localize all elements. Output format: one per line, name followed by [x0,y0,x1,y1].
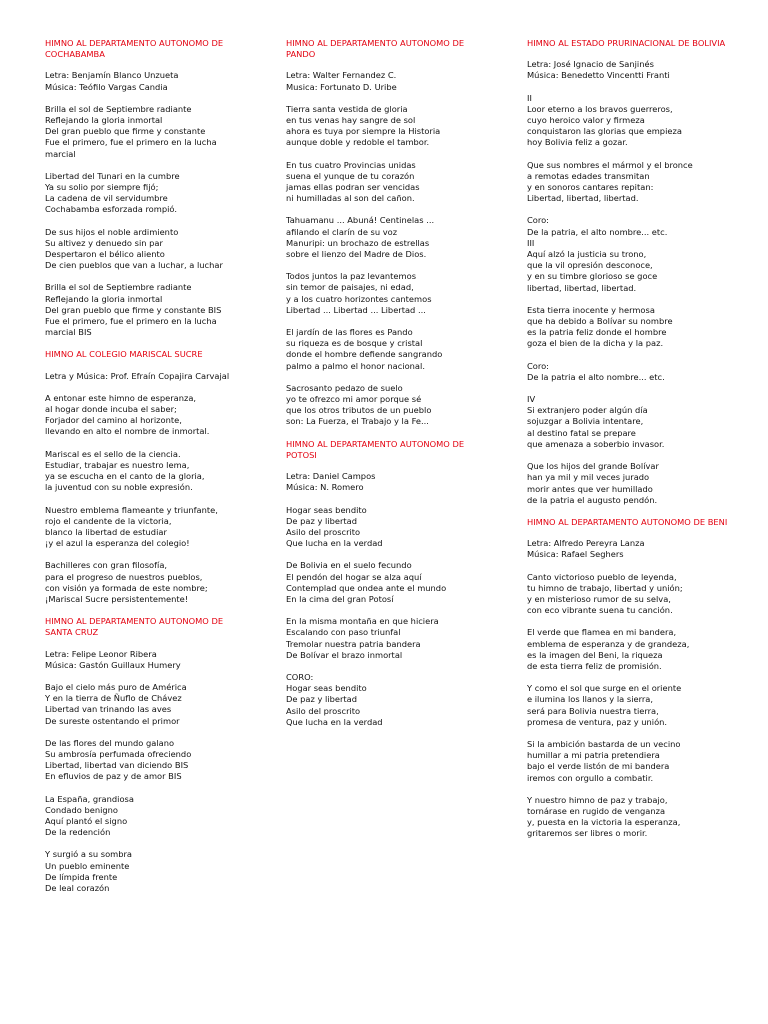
hymn-title: HIMNO AL DEPARTAMENTO AUTONOMO DE BENI [527,516,728,527]
stanza [45,794,245,839]
verse-line: Libertad, libertad van diciendo BIS [45,760,189,771]
stanza [45,738,245,783]
verse-line: Letra y Música: Prof. Efraín Copajira Carvajal [45,370,230,381]
stanza [527,627,737,672]
verse-line: promesa de ventura, paz y unión. [527,716,668,727]
stanza [286,672,486,728]
verse-line: Letra: Benjamín Blanco Unzueta [45,70,179,81]
hymn-section [45,38,245,338]
verse-line: Y en la tierra de Ñuflo de Chávez [45,693,182,704]
stanza [286,505,486,550]
verse-line: jamas ellas podran ser vencidas [286,182,420,193]
stanza [286,383,486,428]
verse-line: Que lucha en la verdad [286,538,383,549]
verse-line: Letra: Felipe Leonor Ribera [45,648,157,659]
verse-line: humillar a mi patria pretendiera [527,750,660,761]
stanza [286,104,486,149]
verse-line: De límpida frente [45,871,118,882]
verse-line: suena el yunque de tu corazón [286,170,415,181]
stanza [45,849,245,894]
verse-line: Fue el primero, fue el primero en la lucha marcial BIS [45,316,217,338]
verse-line: Letra: Walter Fernandez C. [286,70,397,81]
verse-line: La cadena de vil servidumbre [45,193,168,204]
verse-line: es la patria feliz donde el hombre [527,327,667,338]
hymn-title: HIMNO AL DEPARTAMENTO AUTONOMO DE COCHABAMBA [45,38,224,60]
stanza [527,461,737,506]
verse-line: En la misma montaña en que hiciera [286,616,439,627]
verse-line: Si extranjero poder algún día [527,405,648,416]
stanza [286,616,486,661]
verse-line: Música: Teófilo Vargas Candia [45,81,168,92]
verse-line: Letra: José Ignacio de Sanjinés [527,59,654,70]
verse-line: Música: N. Romero [286,482,364,493]
verse-line: Despertaron el bélico aliento [45,249,165,260]
hymn-title: HIMNO AL DEPARTAMENTO AUTONOMO DE SANTA CRUZ [45,616,224,638]
stanza [527,93,737,149]
verse-line: CORO: [286,671,314,682]
verse-line: la juventud con su noble expresión. [45,482,193,493]
stanza [527,59,737,81]
stanza [45,505,245,550]
verse-line: Música: Benedetto Vincentti Franti [527,70,670,81]
verse-line: palmo a palmo el honor nacional. [286,360,425,371]
hymn-section [527,517,737,840]
verse-line: emblema de esperanza y de grandeza, [527,638,690,649]
verse-line: son: La Fuerza, el Trabajo y la Fe... [286,416,429,427]
verse-line: Música: Rafael Seghers [527,549,624,560]
stanza [45,70,245,92]
stanza [45,171,245,216]
verse-line: Canto victorioso pueblo de leyenda, [527,571,677,582]
verse-line: Loor eterno a los bravos guerreros, [527,103,673,114]
verse-line: aunque doble y redoble el tambor. [286,137,430,148]
verse-line: Que los hijos del grande Bolívar [527,461,659,472]
verse-line: Y nuestro himno de paz y trabajo, [527,794,668,805]
verse-line: gritaremos ser libres o morir. [527,828,648,839]
stanza [527,795,737,840]
verse-line: Esta tierra inocente y hermosa [527,304,655,315]
verse-line: blanco la libertad de estudiar [45,526,167,537]
verse-line: Bachilleres con gran filosofía, [45,560,168,571]
column-3 [527,38,737,851]
verse-line: El pendón del hogar se alza aquí [286,571,422,582]
verse-line: será para Bolivia nuestra tierra, [527,705,659,716]
stanza [45,393,245,438]
verse-line: ¡y el azul la esperanza del colegio! [45,538,190,549]
verse-line: Su ambrosía perfumada ofreciendo [45,748,192,759]
verse-line: iremos con orgullo a combatir. [527,772,654,783]
verse-line: bajo el verde listón de mi bandera [527,761,670,772]
verse-line: De paz y libertad [286,515,358,526]
verse-line: En tus cuatro Provincias unidas [286,159,416,170]
verse-line: sobre el lienzo del Madre de Dios. [286,249,427,260]
verse-line: El jardín de las flores es Pando [286,327,413,338]
verse-line: Y como el sol que surge en el oriente [527,683,682,694]
verse-line: Brilla el sol de Septiembre radiante [45,103,192,114]
verse-line: Coro: [527,360,549,371]
verse-line: Forjador del camino al horizonte, [45,415,182,426]
verse-line: de la patria el augusto pendón. [527,494,658,505]
verse-line: El verde que flamea en mi bandera, [527,627,677,638]
verse-line: yo te ofrezco mi amor porque sé [286,394,422,405]
stanza [45,227,245,272]
verse-line: Aquí alzó la justicia su trono, [527,249,647,260]
verse-line: Manuripi: un brochazo de estrellas [286,237,430,248]
verse-line: Aquí plantó el signo [45,815,128,826]
verse-line: De Bolívar el brazo inmortal [286,649,403,660]
verse-line: Del gran pueblo que firme y constante [45,126,206,137]
stanza [527,572,737,617]
verse-line: Asilo del proscrito [286,526,361,537]
stanza [286,215,486,260]
verse-line: Que lucha en la verdad [286,716,383,727]
verse-line: goza el bien de la dicha y la paz. [527,338,664,349]
verse-line: De la patria el alto nombre... etc. [527,371,665,382]
verse-line: donde el hombre defiende sangrando [286,349,443,360]
verse-line: Libertad ... Libertad ... Libertad ... [286,304,426,315]
hymn-title: HIMNO AL COLEGIO MARISCAL SUCRE [45,349,203,360]
hymn-section [45,616,245,894]
hymn-title: HIMNO AL ESTADO PRURINACIONAL DE BOLIVIA [527,38,726,48]
verse-line: De sus hijos el noble ardimiento [45,226,179,237]
stanza [45,682,245,727]
verse-line: con eco vibrante suena tu canción. [527,605,673,616]
verse-line: Un pueblo eminente [45,860,130,871]
verse-line: Todos juntos la paz levantemos [286,271,417,282]
verse-line: Hogar seas bendito [286,683,367,694]
stanza [45,282,245,338]
verse-line: ya se escucha en el canto de la gloria, [45,471,205,482]
verse-line: y en su timbre glorioso se goce [527,271,658,282]
verse-line: De sureste ostentando el primor [45,715,180,726]
verse-line: De la patria, el alto nombre... etc. [527,226,668,237]
stanza [286,160,486,205]
verse-line: En efluvios de paz y de amor BIS [45,771,182,782]
verse-line: que ha debido a Bolívar su nombre [527,316,673,327]
stanza [527,305,737,350]
verse-line: tornárase en rugido de venganza [527,805,666,816]
verse-line: A entonar este himno de esperanza, [45,392,197,403]
stanza [286,471,486,493]
hymn-section [527,38,737,506]
verse-line: es la imagen del Beni, la riqueza [527,649,663,660]
verse-line: Estudiar, trabajar es nuestro lema, [45,459,190,470]
verse-line: Tremolar nuestra patria bandera [286,638,421,649]
verse-line: Escalando con paso triunfal [286,627,401,638]
stanza [45,560,245,605]
verse-line: y a los cuatro horizontes cantemos [286,293,432,304]
verse-line: De cien pueblos que van a luchar, a luchar [45,260,223,271]
verse-line: conquistaron las glorias que empieza [527,126,682,137]
verse-line: ¡Mariscal Sucre persistentemente! [45,593,189,604]
verse-line: ni humilladas al son del cañon. [286,193,415,204]
column-2 [286,38,486,739]
hymn-section [45,349,245,605]
verse-line: De Bolivia en el suelo fecundo [286,560,412,571]
verse-line: Si la ambición bastarda de un vecino [527,738,681,749]
stanza [45,649,245,671]
stanza [527,739,737,784]
verse-line: su riqueza es de bosque y cristal [286,338,423,349]
stanza [45,371,245,382]
verse-line: Del gran pueblo que firme y constante BIS [45,304,222,315]
verse-line: Sacrosanto pedazo de suelo [286,382,403,393]
verse-line: de esta tierra feliz de promisión. [527,660,662,671]
verse-line: Ya su solio por siempre fijó; [45,182,159,193]
verse-line: Que sus nombres el mármol y el bronce [527,159,693,170]
verse-line: Libertad van trinando las aves [45,704,172,715]
verse-line: rojo el candente de la victoria, [45,515,172,526]
stanza [45,449,245,494]
verse-line: Musica: Fortunato D. Uribe [286,81,397,92]
verse-line: tu himno de trabajo, libertad y unión; [527,582,683,593]
verse-line: Letra: Alfredo Pereyra Lanza [527,538,645,549]
verse-line: Bajo el cielo más puro de América [45,681,187,692]
verse-line: afilando el clarín de su voz [286,226,398,237]
stanza [527,361,737,383]
verse-line: cuyo heroico valor y firmeza [527,115,645,126]
verse-line: morir antes que ver humillado [527,483,653,494]
verse-line: Brilla el sol de Septiembre radiante [45,282,192,293]
verse-line: y en misterioso rumor de su selva, [527,593,671,604]
verse-line: para el progreso de nuestros pueblos, [45,571,203,582]
hymn-section [286,38,486,428]
verse-line: Libertad, libertad, libertad. [527,193,639,204]
verse-line: sin temor de paisajes, ni edad, [286,282,414,293]
verse-line: Hogar seas bendito [286,504,367,515]
verse-line: IV [527,394,536,405]
verse-line: Coro: [527,215,549,226]
verse-line: De la redención [45,827,111,838]
stanza [286,560,486,605]
verse-line: que los otros tributos de un pueblo [286,405,432,416]
stanza [286,327,486,372]
verse-line: hoy Bolivia feliz a gozar. [527,137,628,148]
verse-line: De leal corazón [45,882,110,893]
verse-line: Condado benigno [45,804,118,815]
hymn-title: HIMNO AL DEPARTAMENTO AUTONOMO DE PANDO [286,38,465,60]
verse-line: a remotas edades transmitan [527,170,650,181]
verse-line: III [527,237,535,248]
verse-line: Tierra santa vestida de gloria [286,103,408,114]
verse-line: II [527,92,532,103]
stanza [286,271,486,316]
verse-line: e ilumina los llanos y la sierra, [527,694,654,705]
stanza [527,538,737,560]
verse-line: al destino fatal se prepare [527,427,636,438]
verse-line: Reflejando la gloria inmortal [45,293,163,304]
verse-line: y, puesta en la victoria la esperanza, [527,817,681,828]
verse-line: Cochabamba esforzada rompió. [45,204,177,215]
verse-line: que amenaza a soberbio invasor. [527,438,665,449]
verse-line: libertad, libertad, libertad. [527,282,637,293]
verse-line: con visión ya formada de este nombre; [45,582,208,593]
verse-line: ahora es tuya por siempre la Historia [286,126,441,137]
verse-line: Tahuamanu ... Abuná! Centinelas ... [286,215,435,226]
verse-line: Y surgió a su sombra [45,849,133,860]
verse-line: Mariscal es el sello de la ciencia. [45,448,181,459]
verse-line: Reflejando la gloria inmortal [45,115,163,126]
verse-line: sojuzgar a Bolivia intentare, [527,416,644,427]
hymn-title: HIMNO AL DEPARTAMENTO AUTONOMO DE POTOSI [286,438,465,460]
verse-line: en tus venas hay sangre de sol [286,115,416,126]
verse-line: al hogar donde incuba el saber; [45,404,177,415]
verse-line: que la vil opresión desconoce, [527,260,653,271]
hymn-section [286,439,486,728]
verse-line: han ya mil y mil veces jurado [527,472,650,483]
verse-line: De paz y libertad [286,694,358,705]
stanza [527,160,737,205]
verse-line: Fue el primero, fue el primero en la lucha marcial [45,137,217,159]
verse-line: La España, grandiosa [45,793,134,804]
verse-line: Asilo del proscrito [286,705,361,716]
verse-line: Nuestro emblema flameante y triunfante, [45,504,218,515]
verse-line: De las flores del mundo galano [45,737,175,748]
verse-line: Su altivez y denuedo sin par [45,237,163,248]
stanza [527,215,737,293]
verse-line: Música: Gastón Guillaux Humery [45,659,181,670]
column-1 [45,38,245,905]
verse-line: Contemplad que ondea ante el mundo [286,582,447,593]
stanza [286,70,486,92]
verse-line: En la cima del gran Potosí [286,593,394,604]
verse-line: llevando en alto el nombre de inmortal. [45,426,210,437]
stanza [45,104,245,160]
verse-line: y en sonoros cantares repitan: [527,182,654,193]
verse-line: Libertad del Tunari en la cumbre [45,170,180,181]
stanza [527,683,737,728]
verse-line: Letra: Daniel Campos [286,471,376,482]
stanza [527,394,737,450]
